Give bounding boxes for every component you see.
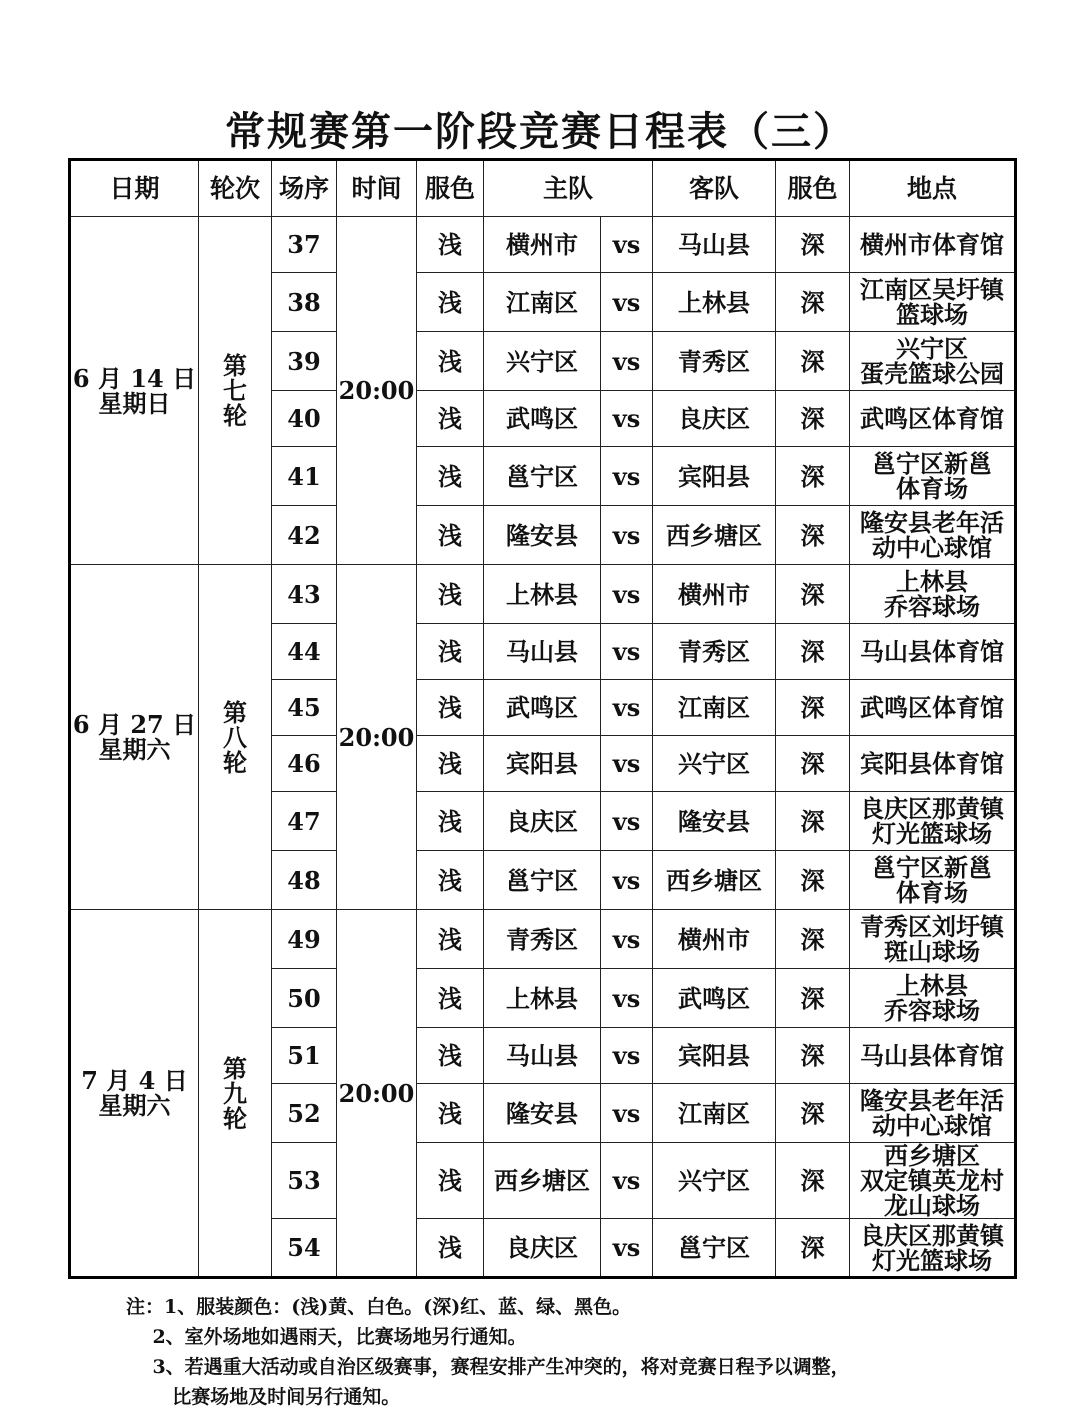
venue: 邕宁区新邕 体育场 bbox=[850, 851, 1016, 910]
home-team: 邕宁区 bbox=[484, 851, 601, 910]
vs-label: vs bbox=[601, 792, 653, 851]
home-color: 浅 bbox=[417, 391, 484, 447]
away-team: 兴宁区 bbox=[653, 1143, 776, 1219]
away-team: 隆安县 bbox=[653, 792, 776, 851]
away-team: 西乡塘区 bbox=[653, 851, 776, 910]
home-color: 浅 bbox=[417, 1028, 484, 1084]
home-team: 马山县 bbox=[484, 624, 601, 680]
match-number: 40 bbox=[272, 391, 337, 447]
vs-label: vs bbox=[601, 1028, 653, 1084]
vs-label: vs bbox=[601, 273, 653, 332]
match-number: 42 bbox=[272, 506, 337, 565]
venue: 上林县 乔容球场 bbox=[850, 565, 1016, 624]
table-row bbox=[70, 910, 1016, 969]
venue: 武鸣区体育馆 bbox=[850, 680, 1016, 736]
note-line: 注：1、服装颜色：(浅)黄、白色。(深)红、蓝、绿、黑色。 bbox=[126, 1296, 632, 1318]
away-team: 西乡塘区 bbox=[653, 506, 776, 565]
venue: 上林县 乔容球场 bbox=[850, 969, 1016, 1028]
round-text: 第九轮 bbox=[223, 1053, 247, 1133]
header-match-no: 场序 bbox=[272, 160, 337, 217]
away-color: 深 bbox=[776, 792, 850, 851]
venue: 横州市体育馆 bbox=[850, 217, 1016, 273]
home-color: 浅 bbox=[417, 969, 484, 1028]
home-color: 浅 bbox=[417, 447, 484, 506]
venue: 江南区吴圩镇 篮球场 bbox=[850, 273, 1016, 332]
away-color: 深 bbox=[776, 910, 850, 969]
home-color: 浅 bbox=[417, 217, 484, 273]
round-cell bbox=[199, 217, 272, 565]
table-row bbox=[70, 217, 1016, 273]
home-team: 横州市 bbox=[484, 217, 601, 273]
home-team: 良庆区 bbox=[484, 1219, 601, 1278]
home-team: 武鸣区 bbox=[484, 391, 601, 447]
away-team: 马山县 bbox=[653, 217, 776, 273]
home-team: 江南区 bbox=[484, 273, 601, 332]
round-text: 第七轮 bbox=[223, 351, 247, 430]
away-team: 良庆区 bbox=[653, 391, 776, 447]
home-team: 上林县 bbox=[484, 565, 601, 624]
venue: 兴宁区 蛋壳篮球公园 bbox=[850, 332, 1016, 391]
home-team: 兴宁区 bbox=[484, 332, 601, 391]
round-cell bbox=[199, 565, 272, 910]
home-team: 武鸣区 bbox=[484, 680, 601, 736]
date-text: 6 月 14 日 bbox=[72, 363, 197, 393]
venue: 隆安县老年活 动中心球馆 bbox=[850, 506, 1016, 565]
venue: 青秀区刘圩镇 斑山球场 bbox=[850, 910, 1016, 969]
away-team: 宾阳县 bbox=[653, 1028, 776, 1084]
away-color: 深 bbox=[776, 273, 850, 332]
vs-label: vs bbox=[601, 624, 653, 680]
header-date: 日期 bbox=[70, 160, 199, 217]
away-team: 江南区 bbox=[653, 1084, 776, 1143]
match-number: 48 bbox=[272, 851, 337, 910]
home-color: 浅 bbox=[417, 792, 484, 851]
time-cell: 20:00 bbox=[337, 217, 417, 565]
match-number: 41 bbox=[272, 447, 337, 506]
venue: 马山县体育馆 bbox=[850, 624, 1016, 680]
away-team: 兴宁区 bbox=[653, 736, 776, 792]
home-color: 浅 bbox=[417, 273, 484, 332]
vs-label: vs bbox=[601, 680, 653, 736]
date-cell bbox=[70, 910, 199, 1278]
match-number: 37 bbox=[272, 217, 337, 273]
vs-label: vs bbox=[601, 851, 653, 910]
weekday-text: 星期日 bbox=[98, 388, 171, 418]
away-color: 深 bbox=[776, 969, 850, 1028]
away-color: 深 bbox=[776, 506, 850, 565]
home-team: 隆安县 bbox=[484, 506, 601, 565]
home-team: 青秀区 bbox=[484, 910, 601, 969]
away-team: 上林县 bbox=[653, 273, 776, 332]
schedule-body bbox=[70, 217, 1016, 1278]
away-team: 横州市 bbox=[653, 910, 776, 969]
date-text: 6 月 27 日 bbox=[72, 710, 197, 739]
home-color: 浅 bbox=[417, 1219, 484, 1278]
away-color: 深 bbox=[776, 680, 850, 736]
away-color: 深 bbox=[776, 391, 850, 447]
date-cell bbox=[70, 565, 199, 910]
page-title: 常规赛第一阶段竞赛日程表（三） bbox=[225, 108, 855, 155]
time-cell: 20:00 bbox=[337, 565, 417, 910]
header-venue: 地点 bbox=[850, 160, 1016, 217]
away-color: 深 bbox=[776, 1028, 850, 1084]
vs-label: vs bbox=[601, 1143, 653, 1219]
notes bbox=[126, 1292, 1026, 1412]
match-number: 43 bbox=[272, 565, 337, 624]
home-color: 浅 bbox=[417, 736, 484, 792]
match-number: 52 bbox=[272, 1084, 337, 1143]
away-team: 横州市 bbox=[653, 565, 776, 624]
header-round: 轮次 bbox=[199, 160, 272, 217]
away-color: 深 bbox=[776, 565, 850, 624]
away-color: 深 bbox=[776, 332, 850, 391]
venue: 西乡塘区 双定镇英龙村 龙山球场 bbox=[850, 1143, 1016, 1219]
away-color: 深 bbox=[776, 1084, 850, 1143]
home-color: 浅 bbox=[417, 332, 484, 391]
home-team: 宾阳县 bbox=[484, 736, 601, 792]
home-team: 西乡塘区 bbox=[484, 1143, 601, 1219]
vs-label: vs bbox=[601, 565, 653, 624]
vs-label: vs bbox=[601, 447, 653, 506]
vs-label: vs bbox=[601, 217, 653, 273]
away-color: 深 bbox=[776, 447, 850, 506]
home-color: 浅 bbox=[417, 680, 484, 736]
header-row bbox=[70, 160, 1016, 217]
match-number: 44 bbox=[272, 624, 337, 680]
vs-label: vs bbox=[601, 1084, 653, 1143]
match-number: 46 bbox=[272, 736, 337, 792]
vs-label: vs bbox=[601, 391, 653, 447]
match-number: 39 bbox=[272, 332, 337, 391]
vs-label: vs bbox=[601, 736, 653, 792]
away-color: 深 bbox=[776, 1143, 850, 1219]
home-color: 浅 bbox=[417, 910, 484, 969]
venue: 武鸣区体育馆 bbox=[850, 391, 1016, 447]
vs-label: vs bbox=[601, 506, 653, 565]
venue: 宾阳县体育馆 bbox=[850, 736, 1016, 792]
match-number: 51 bbox=[272, 1028, 337, 1084]
match-number: 50 bbox=[272, 969, 337, 1028]
note-line: 3、若遇重大活动或自治区级赛事，赛程安排产生冲突的，将对竞赛日程予以调整， bbox=[126, 1356, 850, 1378]
home-team: 上林县 bbox=[484, 969, 601, 1028]
home-color: 浅 bbox=[417, 624, 484, 680]
away-color: 深 bbox=[776, 217, 850, 273]
venue: 良庆区那黄镇 灯光篮球场 bbox=[850, 792, 1016, 851]
vs-label: vs bbox=[601, 910, 653, 969]
vs-label: vs bbox=[601, 1219, 653, 1278]
home-team: 良庆区 bbox=[484, 792, 601, 851]
table-row bbox=[70, 565, 1016, 624]
weekday-text: 星期六 bbox=[98, 735, 171, 764]
date-cell bbox=[70, 217, 199, 565]
time-cell: 20:00 bbox=[337, 910, 417, 1278]
match-number: 47 bbox=[272, 792, 337, 851]
away-team: 邕宁区 bbox=[653, 1219, 776, 1278]
away-color: 深 bbox=[776, 736, 850, 792]
note-line: 比赛场地及时间另行通知。 bbox=[126, 1386, 401, 1408]
weekday-text: 星期六 bbox=[98, 1091, 171, 1120]
away-color: 深 bbox=[776, 624, 850, 680]
header-home-team: 主队 bbox=[484, 160, 653, 217]
away-color: 深 bbox=[776, 1219, 850, 1278]
home-color: 浅 bbox=[417, 506, 484, 565]
home-color: 浅 bbox=[417, 565, 484, 624]
note-line: 2、室外场地如遇雨天，比赛场地另行通知。 bbox=[126, 1326, 527, 1348]
match-number: 45 bbox=[272, 680, 337, 736]
venue: 邕宁区新邕 体育场 bbox=[850, 447, 1016, 506]
match-number: 49 bbox=[272, 910, 337, 969]
away-team: 青秀区 bbox=[653, 332, 776, 391]
away-team: 宾阳县 bbox=[653, 447, 776, 506]
match-number: 54 bbox=[272, 1219, 337, 1278]
away-team: 青秀区 bbox=[653, 624, 776, 680]
schedule-table bbox=[68, 158, 1017, 1279]
home-team: 隆安县 bbox=[484, 1084, 601, 1143]
round-cell bbox=[199, 910, 272, 1278]
home-team: 邕宁区 bbox=[484, 447, 601, 506]
vs-label: vs bbox=[601, 332, 653, 391]
header-away-team: 客队 bbox=[653, 160, 776, 217]
header-time: 时间 bbox=[337, 160, 417, 217]
vs-label: vs bbox=[601, 969, 653, 1028]
venue: 良庆区那黄镇 灯光篮球场 bbox=[850, 1219, 1016, 1278]
header-home-color: 服色 bbox=[417, 160, 484, 217]
venue: 马山县体育馆 bbox=[850, 1028, 1016, 1084]
away-team: 武鸣区 bbox=[653, 969, 776, 1028]
venue: 隆安县老年活 动中心球馆 bbox=[850, 1084, 1016, 1143]
match-number: 38 bbox=[272, 273, 337, 332]
away-team: 江南区 bbox=[653, 680, 776, 736]
round-text: 第八轮 bbox=[223, 697, 247, 777]
match-number: 53 bbox=[272, 1143, 337, 1219]
home-color: 浅 bbox=[417, 851, 484, 910]
home-color: 浅 bbox=[417, 1084, 484, 1143]
header-away-color: 服色 bbox=[776, 160, 850, 217]
home-color: 浅 bbox=[417, 1143, 484, 1219]
date-text: 7 月 4 日 bbox=[81, 1066, 188, 1095]
away-color: 深 bbox=[776, 851, 850, 910]
home-team: 马山县 bbox=[484, 1028, 601, 1084]
